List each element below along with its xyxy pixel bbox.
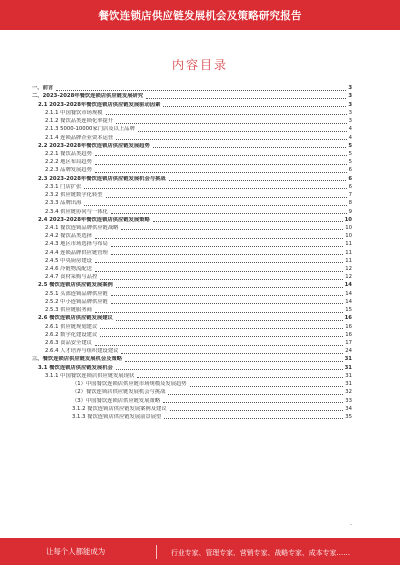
toc-leader-dots	[106, 197, 347, 198]
toc-entry[interactable]	[32, 314, 352, 322]
toc-entry[interactable]	[32, 339, 352, 347]
toc-leader-dots	[125, 361, 343, 362]
toc-entry-page: 10	[345, 233, 352, 240]
toc-entry-page: 12	[345, 266, 352, 273]
toc-entry[interactable]	[32, 347, 352, 355]
toc-entry[interactable]	[32, 216, 352, 224]
toc-leader-dots	[121, 229, 343, 230]
toc-entry-page: 14	[345, 290, 352, 297]
toc-entry[interactable]	[32, 109, 352, 117]
toc-entry-title: 2.2.3 品牌发展趋势	[45, 167, 92, 174]
toc-entry-title: 3.1 餐饮连锁店供应链发展机会	[38, 364, 113, 371]
toc-leader-dots	[163, 106, 346, 107]
toc-entry-title: 2.3.3 品牌出海	[45, 200, 82, 207]
footer-tagline: 行业专家、管理专家、营销专家、战略专家、成本专家……	[171, 548, 351, 557]
toc-entry[interactable]	[32, 191, 352, 199]
toc-entry-title: 2.2 2023-2028年餐饮连锁店供应链发展趋势	[38, 142, 150, 149]
toc-entry-page: 11	[345, 249, 352, 256]
toc-leader-dots	[95, 312, 343, 313]
toc-leader-dots	[153, 221, 343, 222]
toc-entry[interactable]	[32, 388, 352, 396]
toc-entry[interactable]	[32, 240, 352, 248]
toc-entry-title: 2.1.4 连锁品牌企业资本运营	[45, 134, 114, 141]
toc-entry[interactable]	[32, 289, 352, 297]
toc-entry-page: 34	[345, 405, 352, 412]
toc-leader-dots	[116, 320, 343, 321]
toc-entry[interactable]	[32, 174, 352, 182]
toc-leader-dots	[95, 164, 347, 165]
toc-leader-dots	[116, 287, 343, 288]
toc-entry-title: 2.4 2023-2028年餐饮连锁店供应链发展策略	[38, 216, 150, 223]
toc-entry-title: 3.1.1 中国餐饮连锁店供应链发展现状	[45, 372, 135, 379]
toc-entry-title: 2.2.1 餐饮品类趋势	[45, 150, 92, 157]
toc-entry[interactable]	[32, 257, 352, 265]
toc-entry-page: 3	[348, 109, 352, 116]
toc-entry-title: 2.5.3 供应链服务商	[45, 307, 92, 314]
toc-leader-dots	[95, 155, 347, 156]
toc-entry-title: （1）中国餐饮连锁店供应链市场规模及发展趋势	[72, 381, 187, 388]
toc-entry-page: 31	[345, 381, 352, 388]
toc-entry-page: 4	[348, 126, 352, 133]
toc-entry[interactable]	[32, 166, 352, 174]
toc-entry-page: 31	[344, 364, 352, 371]
toc-entry-title: 2.4.7 食材采购与品控	[45, 274, 98, 281]
toc-entry[interactable]	[32, 183, 352, 191]
toc-entry-page: 35	[345, 413, 352, 420]
toc-entry[interactable]	[32, 405, 352, 413]
toc-entry-page: 6	[348, 167, 352, 174]
toc-entry-page: 14	[344, 282, 352, 289]
toc-entry-title: 2.2.2 地区布局趋势	[45, 159, 92, 166]
toc-entry[interactable]	[32, 363, 352, 371]
toc-entry-title: 2.6.4 人才培养与组织建设建议	[45, 348, 119, 355]
toc-entry-title: 2.1.3 5000-10000家门店及以上品牌	[45, 126, 135, 133]
toc-entry[interactable]	[32, 100, 352, 108]
toc-entry-title: 2.4.3 地区市场选择与布局	[45, 241, 108, 248]
toc-leader-dots	[111, 213, 347, 214]
toc-entry-page: 5	[348, 159, 352, 166]
toc-leader-dots	[153, 147, 347, 148]
toc-entry-page: 3	[348, 118, 352, 125]
toc-entry-title: （2）餐饮连锁店供应链发展机会与挑战	[72, 389, 166, 396]
toc-leader-dots	[100, 279, 343, 280]
toc-leader-dots	[106, 114, 347, 115]
footer-slogan: 让每个人都能成为	[46, 547, 106, 556]
toc-entry[interactable]	[32, 224, 352, 232]
toc-entry[interactable]	[32, 306, 352, 314]
toc-leader-dots	[190, 386, 344, 387]
toc-leader-dots	[111, 254, 343, 255]
toc-entry-title: （3）中国餐饮连锁店供应链发展策略	[72, 397, 161, 404]
toc-leader-dots	[95, 262, 343, 263]
toc-entry-title: 2.4.5 中央厨房建设	[45, 257, 92, 264]
toc-entry[interactable]	[32, 125, 352, 133]
toc-entry-page: 9	[348, 208, 352, 215]
toc-entry[interactable]	[32, 355, 352, 363]
toc-entry-title: 3.1.2 餐饮连锁店供应链发展案例及建议	[72, 405, 167, 412]
toc-entry-page: 5	[348, 150, 352, 157]
toc-entry[interactable]	[32, 142, 352, 150]
toc-leader-dots	[111, 246, 343, 247]
toc-leader-dots	[84, 205, 346, 206]
toc-entry-page: 24	[345, 348, 352, 355]
toc-entry-page: 17	[345, 340, 352, 346]
toc-leader-dots	[169, 180, 347, 181]
toc-entry-title: 2.3 2023-2028年餐饮连锁店供应链发展机会与挑战	[38, 175, 166, 182]
toc-entry[interactable]	[32, 248, 352, 256]
toc-entry-page: 16	[344, 315, 352, 322]
toc-entry-page: 8	[348, 200, 352, 207]
toc-entry-page: 32	[345, 389, 352, 396]
toc-entry[interactable]	[32, 199, 352, 207]
toc-entry-title: 一、前言	[32, 85, 54, 92]
toc-entry-page: 10	[344, 216, 352, 223]
toc-leader-dots	[56, 90, 346, 91]
toc-heading: 内容目录	[171, 58, 228, 72]
toc-entry-page: 33	[345, 397, 352, 404]
toc-entry[interactable]	[32, 265, 352, 273]
toc-entry[interactable]	[32, 413, 352, 421]
toc-entry-title: 2.4.4 连锁品牌供应链管理	[45, 249, 108, 256]
toc-leader-dots	[100, 328, 343, 329]
footer-divider	[156, 545, 157, 559]
toc-entry-page: 10	[345, 224, 352, 231]
toc-entry-page: 31	[345, 372, 352, 379]
toc-leader-dots	[121, 353, 343, 354]
page-mark: -	[350, 522, 352, 528]
toc-entry-title: 2.3.2 供应链数字化转型	[45, 192, 103, 199]
toc-leader-dots	[95, 172, 347, 173]
toc-entry[interactable]	[32, 372, 352, 380]
toc-entry-title: 二、2023-2028年餐饮连锁店供应链发展研究	[32, 93, 144, 100]
toc-leader-dots	[95, 271, 343, 272]
toc-leader-dots	[100, 336, 343, 337]
toc-entry[interactable]	[32, 158, 352, 166]
toc-entry-page: 5	[348, 142, 352, 149]
toc-leader-dots	[164, 418, 343, 419]
toc-entry-page: 7	[348, 192, 352, 199]
toc-entry[interactable]	[32, 232, 352, 240]
toc-leader-dots	[163, 402, 343, 403]
toc-entry-page: 12	[345, 274, 352, 281]
toc-leader-dots	[170, 410, 344, 411]
toc-entry-page: 16	[345, 331, 352, 338]
toc-entry-page: 3	[348, 85, 352, 92]
toc-entry[interactable]	[32, 84, 352, 92]
toc-entry-title: 三、餐饮连锁店供应链发展机会及策略	[32, 356, 123, 363]
toc-leader-dots	[116, 369, 343, 370]
toc-entry-page: 31	[344, 356, 352, 363]
toc-entry-title: 2.3.4 供应链协同与一体化	[45, 208, 108, 215]
toc-entry[interactable]	[32, 133, 352, 141]
toc-entry[interactable]	[32, 117, 352, 125]
toc-entry[interactable]	[32, 298, 352, 306]
toc-leader-dots	[95, 345, 343, 346]
toc-entry-page: 11	[345, 257, 352, 264]
toc-entry-title: 2.4.2 餐饮品类选择	[45, 233, 92, 240]
toc-leader-dots	[116, 123, 346, 124]
toc-leader-dots	[146, 98, 346, 99]
toc-entry[interactable]	[32, 380, 352, 388]
toc-entry-title: 2.4.6 冷链物流配送	[45, 266, 92, 273]
toc-entry[interactable]	[32, 281, 352, 289]
toc-entry-title: 2.5 餐饮连锁店供应链发展案例	[38, 282, 113, 289]
toc-entry-page: 6	[348, 175, 352, 182]
toc-leader-dots	[137, 377, 343, 378]
toc-entry-title: 2.5.2 中小连锁品牌供应链	[45, 298, 108, 305]
toc-entry-title: 2.6 餐饮连锁店供应链发展建议	[38, 315, 113, 322]
toc-entry-page: 11	[345, 241, 352, 248]
toc-entry-title: 2.1.1 中国餐饮市场规模	[45, 109, 103, 116]
toc-entry-page: 3	[348, 93, 352, 100]
toc-leader-dots	[138, 131, 347, 132]
toc-entry-title: 2.3.1 门店扩张	[45, 183, 82, 190]
toc-entry-title: 2.6.2 数字化建设建议	[45, 331, 98, 338]
toc-leader-dots	[168, 394, 343, 395]
report-title: 餐饮连锁店供应链发展机会及策略研究报告	[98, 9, 302, 22]
toc-leader-dots	[84, 188, 346, 189]
toc-entry-page: 16	[345, 323, 352, 330]
top-banner	[0, 0, 400, 30]
toc-entry-title: 2.1.2 餐饮品类连锁化率提升	[45, 118, 114, 125]
toc-entry[interactable]	[32, 92, 352, 100]
toc-entry-page: 3	[348, 101, 352, 108]
toc-entry[interactable]	[32, 273, 352, 281]
toc-entry[interactable]	[32, 396, 352, 404]
toc-leader-dots	[95, 238, 343, 239]
toc-entry-page: 15	[345, 307, 352, 314]
toc-entry[interactable]	[32, 207, 352, 215]
table-of-contents	[32, 84, 352, 421]
footer-banner	[0, 538, 400, 565]
toc-entry-title: 2.5.1 头部连锁品牌供应链	[45, 290, 108, 297]
toc-entry-page: 14	[345, 298, 352, 305]
toc-leader-dots	[111, 295, 343, 296]
toc-entry-title: 2.1 2023-2028年餐饮连锁店供应链发展驱动因素	[38, 101, 161, 108]
toc-entry[interactable]	[32, 322, 352, 330]
toc-entry-title: 2.4.1 餐饮连锁品牌供应链战略	[45, 224, 119, 231]
toc-entry-title: 2.6.3 食品安全建议	[45, 340, 92, 346]
toc-entry-page: 4	[348, 134, 352, 141]
toc-entry-title: 3.1.3 餐饮连锁店供应链发展前景展望	[72, 413, 162, 420]
toc-entry-title: 2.6.1 供应链规划建议	[45, 323, 98, 330]
toc-entry[interactable]	[32, 331, 352, 339]
toc-leader-dots	[116, 139, 346, 140]
toc-entry[interactable]	[32, 150, 352, 158]
toc-leader-dots	[111, 303, 343, 304]
toc-entry-page: 6	[348, 183, 352, 190]
